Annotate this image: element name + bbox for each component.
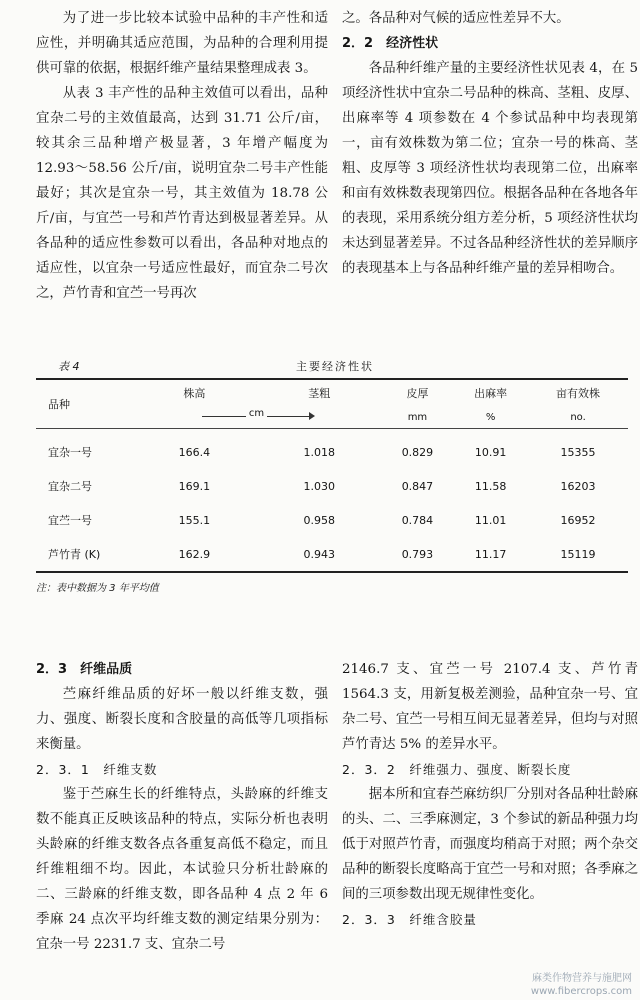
unit-percent: % bbox=[485, 411, 496, 423]
bottom-left-column bbox=[36, 657, 328, 957]
paragraph: 为了进一步比较本试验中品种的丰产性和适应性，并明确其适应范围，为品种的合理利用提供可靠的依据，根据纤维产量结果整理成表 3。 bbox=[36, 11, 328, 76]
subsection-heading: 2．3．2 纤维强力、强度、断裂长度 bbox=[342, 762, 572, 777]
bottom-right-column bbox=[342, 657, 638, 932]
table-row: 芦竹青 (K) 162.9 0.943 0.793 11.17 15119 bbox=[48, 547, 596, 561]
col-header-height: 株高 bbox=[183, 387, 206, 400]
watermark: 麻类作物营养与施肥网 www.fibercrops.com bbox=[530, 973, 632, 997]
unit-cm bbox=[132, 406, 382, 429]
table-bottom-rule bbox=[36, 571, 628, 573]
table-title: 主要经济性状 bbox=[296, 360, 374, 373]
col-header-bark: 皮厚 bbox=[406, 387, 429, 400]
paragraph: 鉴于苎麻生长的纤维特点，头龄麻的纤维支数不能真正反映该品种的特点，实际分析也表明头龄麻的纤维支数各点各重复高低不稳定，而且纤维粗细不均。因此，本试验只分析壮龄麻的二、三龄麻的纤维支数，即各品种 4 点 2 年 6 季麻 24 点次平均纤维支数的测定结果分别为：宜杂一号 2231.7 支、宜杂二号 bbox=[36, 787, 328, 952]
top-left-column bbox=[36, 6, 328, 306]
table-header-row bbox=[36, 380, 628, 406]
unit-mm: mm bbox=[407, 411, 428, 423]
table-caption bbox=[36, 352, 628, 378]
table-row: 宜杂一号 166.4 1.018 0.829 10.91 15355 bbox=[48, 445, 596, 459]
table-note: 注：表中数据为 3 年平均值 bbox=[36, 583, 159, 594]
col-header-rate: 出麻率 bbox=[474, 387, 508, 400]
unit-arrow: cm bbox=[202, 411, 312, 421]
paragraph: 据本所和宜春苎麻纺织厂分别对各品种壮龄麻的头、二、三季麻测定，3 个参试的新品种强力均低于对照芦竹青，而强度均稍高于对照；两个杂交品种的断裂长度略高于宜苎一号和对照；各季麻之间的三项参数出现无规律性变化。 bbox=[342, 787, 638, 902]
paragraph: 从表 3 丰产性的品种主效值可以看出，品种宜杂二号的主效值最高，达到 31.71 公斤/亩，较其余三品种增产极显著，3 年增产幅度为 12.93～58.56 公斤/亩，说明宜杂二号丰产性能最好；其次是宜杂一号，其主效值为 18.78 公斤/亩，与宜苎一号和芦竹青达到极显著差异。从各品种的适应性参数可以看出，各品种对地点的适应性，以宜杂一号适应性最好，而宜杂二号次之，芦竹青和宜苎一号再次 bbox=[36, 86, 328, 301]
arrow-right-icon bbox=[309, 412, 315, 420]
paragraph: 之。各品种对气候的适应性差异不大。 bbox=[342, 11, 570, 26]
paragraph: 各品种纤维产量的主要经济性状见表 4，在 5 项经济性状中宜杂二号品种的株高、茎粗、皮厚、出麻率等 4 项参数在 4 个参试品种中均表现第一，亩有效株数为第二位；宜杂一号的株高、茎粗、皮厚等 3 项经济性状均表现第二位，出麻率和亩有效株数表现第四位。根据各品种在各地各年的表现，采用系统分组方差分析，5 项经济性状均未达到显著差异。不过各品种经济性状的差异顺序的表现基本上与各品种纤维产量的差异相吻合。 bbox=[342, 61, 638, 276]
section-heading: 2．2 经济性状 bbox=[342, 36, 439, 51]
section-heading: 2．3 纤维品质 bbox=[36, 662, 133, 677]
unit-no: no. bbox=[570, 411, 586, 423]
col-header-plants: 亩有效株 bbox=[556, 387, 601, 400]
subsection-heading: 2．3．3 纤维含胶量 bbox=[342, 912, 477, 927]
data-table bbox=[36, 380, 628, 571]
table-row: 宜杂二号 169.1 1.030 0.847 11.58 16203 bbox=[48, 479, 596, 493]
col-header-variety: 品种 bbox=[48, 398, 70, 411]
table-4 bbox=[36, 352, 628, 594]
table-row: 宜苎一号 155.1 0.958 0.784 11.01 16952 bbox=[48, 513, 596, 527]
top-right-column bbox=[342, 6, 638, 281]
subsection-heading: 2．3．1 纤维支数 bbox=[36, 762, 158, 777]
table-label: 表 4 bbox=[58, 360, 80, 373]
col-header-stem: 茎粗 bbox=[308, 387, 331, 400]
paragraph: 苎麻纤维品质的好坏一般以纤维支数，强力、强度、断裂长度和含胶量的高低等几项指标来衡量。 bbox=[36, 687, 328, 752]
paragraph: 2146.7 支、宜苎一号 2107.4 支、芦竹青 1564.3 支，用新复极差测验，品种宜杂一号、宜杂二号、宜苎一号相互间无显著差异，但均与对照芦竹青达 5% 的差异水平。 bbox=[342, 662, 638, 752]
